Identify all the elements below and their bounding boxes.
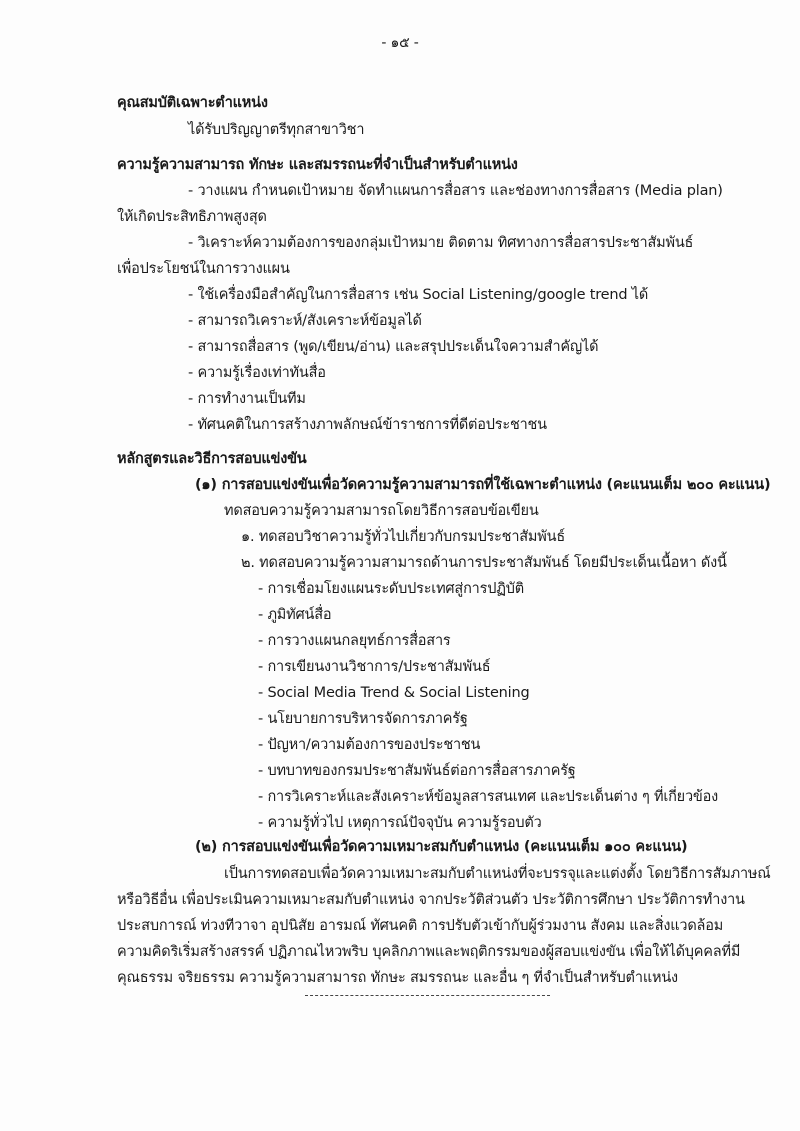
exam-part2-title: (๒) การสอบแข่งขันเพื่อวัดความเหมาะสมกับตำแหน่ง (คะแนนเต็ม ๑๐๐ คะแนน): [195, 839, 688, 855]
end-divider: [305, 995, 550, 996]
exam-heading: หลักสูตรและวิธีการสอบแข่งขัน: [117, 451, 307, 467]
exam-part1-title: (๑) การสอบแข่งขันเพื่อวัดความรู้ความสามารถที่ใช้เฉพาะตำแหน่ง (คะแนนเต็ม ๒๐๐ คะแนน): [195, 477, 771, 493]
exam-topic: - นโยบายการบริหารจัดการภาครัฐ: [258, 711, 468, 727]
exam-topic: - ความรู้ทั่วไป เหตุการณ์ปัจจุบัน ความรู้รอบตัว: [258, 815, 542, 831]
exam-part2-text: ความคิดริเริ่มสร้างสรรค์ ปฏิภาณไหวพริบ บุคลิกภาพและพฤติกรรมของผู้สอบแข่งขัน เพื่อให้ได้บุคคลที่มี: [117, 944, 741, 960]
exam-part2-text: หรือวิธีอื่น เพื่อประเมินความเหมาะสมกับตำแหน่ง จากประวัติส่วนตัว ประวัติการศึกษา ประวัติการทำงาน: [117, 892, 745, 908]
exam-topic: - บทบาทของกรมประชาสัมพันธ์ต่อการสื่อสารภาครัฐ: [258, 763, 576, 779]
competency-item-cont: ให้เกิดประสิทธิภาพสูงสุด: [117, 209, 267, 225]
competency-item: - วางแผน กำหนดเป้าหมาย จัดทำแผนการสื่อสาร และช่องทางการสื่อสาร (Media plan): [188, 183, 723, 199]
exam-topic: - Social Media Trend & Social Listening: [258, 685, 530, 701]
competency-item: - การทำงานเป็นทีม: [188, 391, 306, 407]
exam-topic: - การวิเคราะห์และสังเคราะห์ข้อมูลสารสนเทศ และประเด็นต่าง ๆ ที่เกี่ยวข้อง: [258, 789, 719, 805]
exam-topic: - การเขียนงานวิชาการ/ประชาสัมพันธ์: [258, 659, 491, 675]
exam-topic: - การวางแผนกลยุทธ์การสื่อสาร: [258, 633, 451, 649]
exam-part2-text: ประสบการณ์ ท่วงทีวาจา อุปนิสัย อารมณ์ ทัศนคติ การปรับตัวเข้ากับผู้ร่วมงาน สังคม และสิ่งแวดล้อม: [117, 918, 724, 934]
exam-part1-intro: ทดสอบความรู้ความสามารถโดยวิธีการสอบข้อเขียน: [224, 503, 539, 519]
exam-topic: - ปัญหา/ความต้องการของประชาชน: [258, 737, 481, 753]
page-number: - ๑๕ -: [381, 35, 419, 51]
competency-item: - วิเคราะห์ความต้องการของกลุ่มเป้าหมาย ติดตาม ทิศทางการสื่อสารประชาสัมพันธ์: [188, 235, 694, 251]
competency-item: - ความรู้เรื่องเท่าทันสื่อ: [188, 365, 326, 381]
qualifications-text: ได้รับปริญญาตรีทุกสาขาวิชา: [188, 122, 365, 138]
qualifications-heading: คุณสมบัติเฉพาะตำแหน่ง: [117, 95, 268, 111]
exam-part1-sub1: ๑. ทดสอบวิชาความรู้ทั่วไปเกี่ยวกับกรมประชาสัมพันธ์: [241, 529, 565, 545]
exam-part2-text: คุณธรรม จริยธรรม ความรู้ความสามารถ ทักษะ สมรรถนะ และอื่น ๆ ที่จำเป็นสำหรับตำแหน่ง: [117, 970, 678, 986]
exam-part2-text: เป็นการทดสอบเพื่อวัดความเหมาะสมกับตำแหน่งที่จะบรรจุและแต่งตั้ง โดยวิธีการสัมภาษณ์: [224, 866, 771, 882]
competency-item-cont: เพื่อประโยชน์ในการวางแผน: [117, 261, 290, 277]
exam-part1-sub2: ๒. ทดสอบความรู้ความสามารถด้านการประชาสัมพันธ์ โดยมีประเด็นเนื้อหา ดังนี้: [241, 555, 727, 571]
competencies-heading: ความรู้ความสามารถ ทักษะ และสมรรถนะที่จำเป็นสำหรับตำแหน่ง: [117, 157, 518, 173]
competency-item: - สามารถสื่อสาร (พูด/เขียน/อ่าน) และสรุปประเด็นใจความสำคัญได้: [188, 339, 599, 355]
exam-topic: - การเชื่อมโยงแผนระดับประเทศสู่การปฏิบัติ: [258, 581, 524, 597]
exam-topic: - ภูมิทัศน์สื่อ: [258, 607, 332, 623]
competency-item: - สามารถวิเคราะห์/สังเคราะห์ข้อมูลได้: [188, 313, 422, 329]
competency-item: - ใช้เครื่องมือสำคัญในการสื่อสาร เช่น Social Listening/google trend ได้: [188, 287, 649, 303]
competency-item: - ทัศนคติในการสร้างภาพลักษณ์ข้าราชการที่ดีต่อประชาชน: [188, 417, 547, 433]
